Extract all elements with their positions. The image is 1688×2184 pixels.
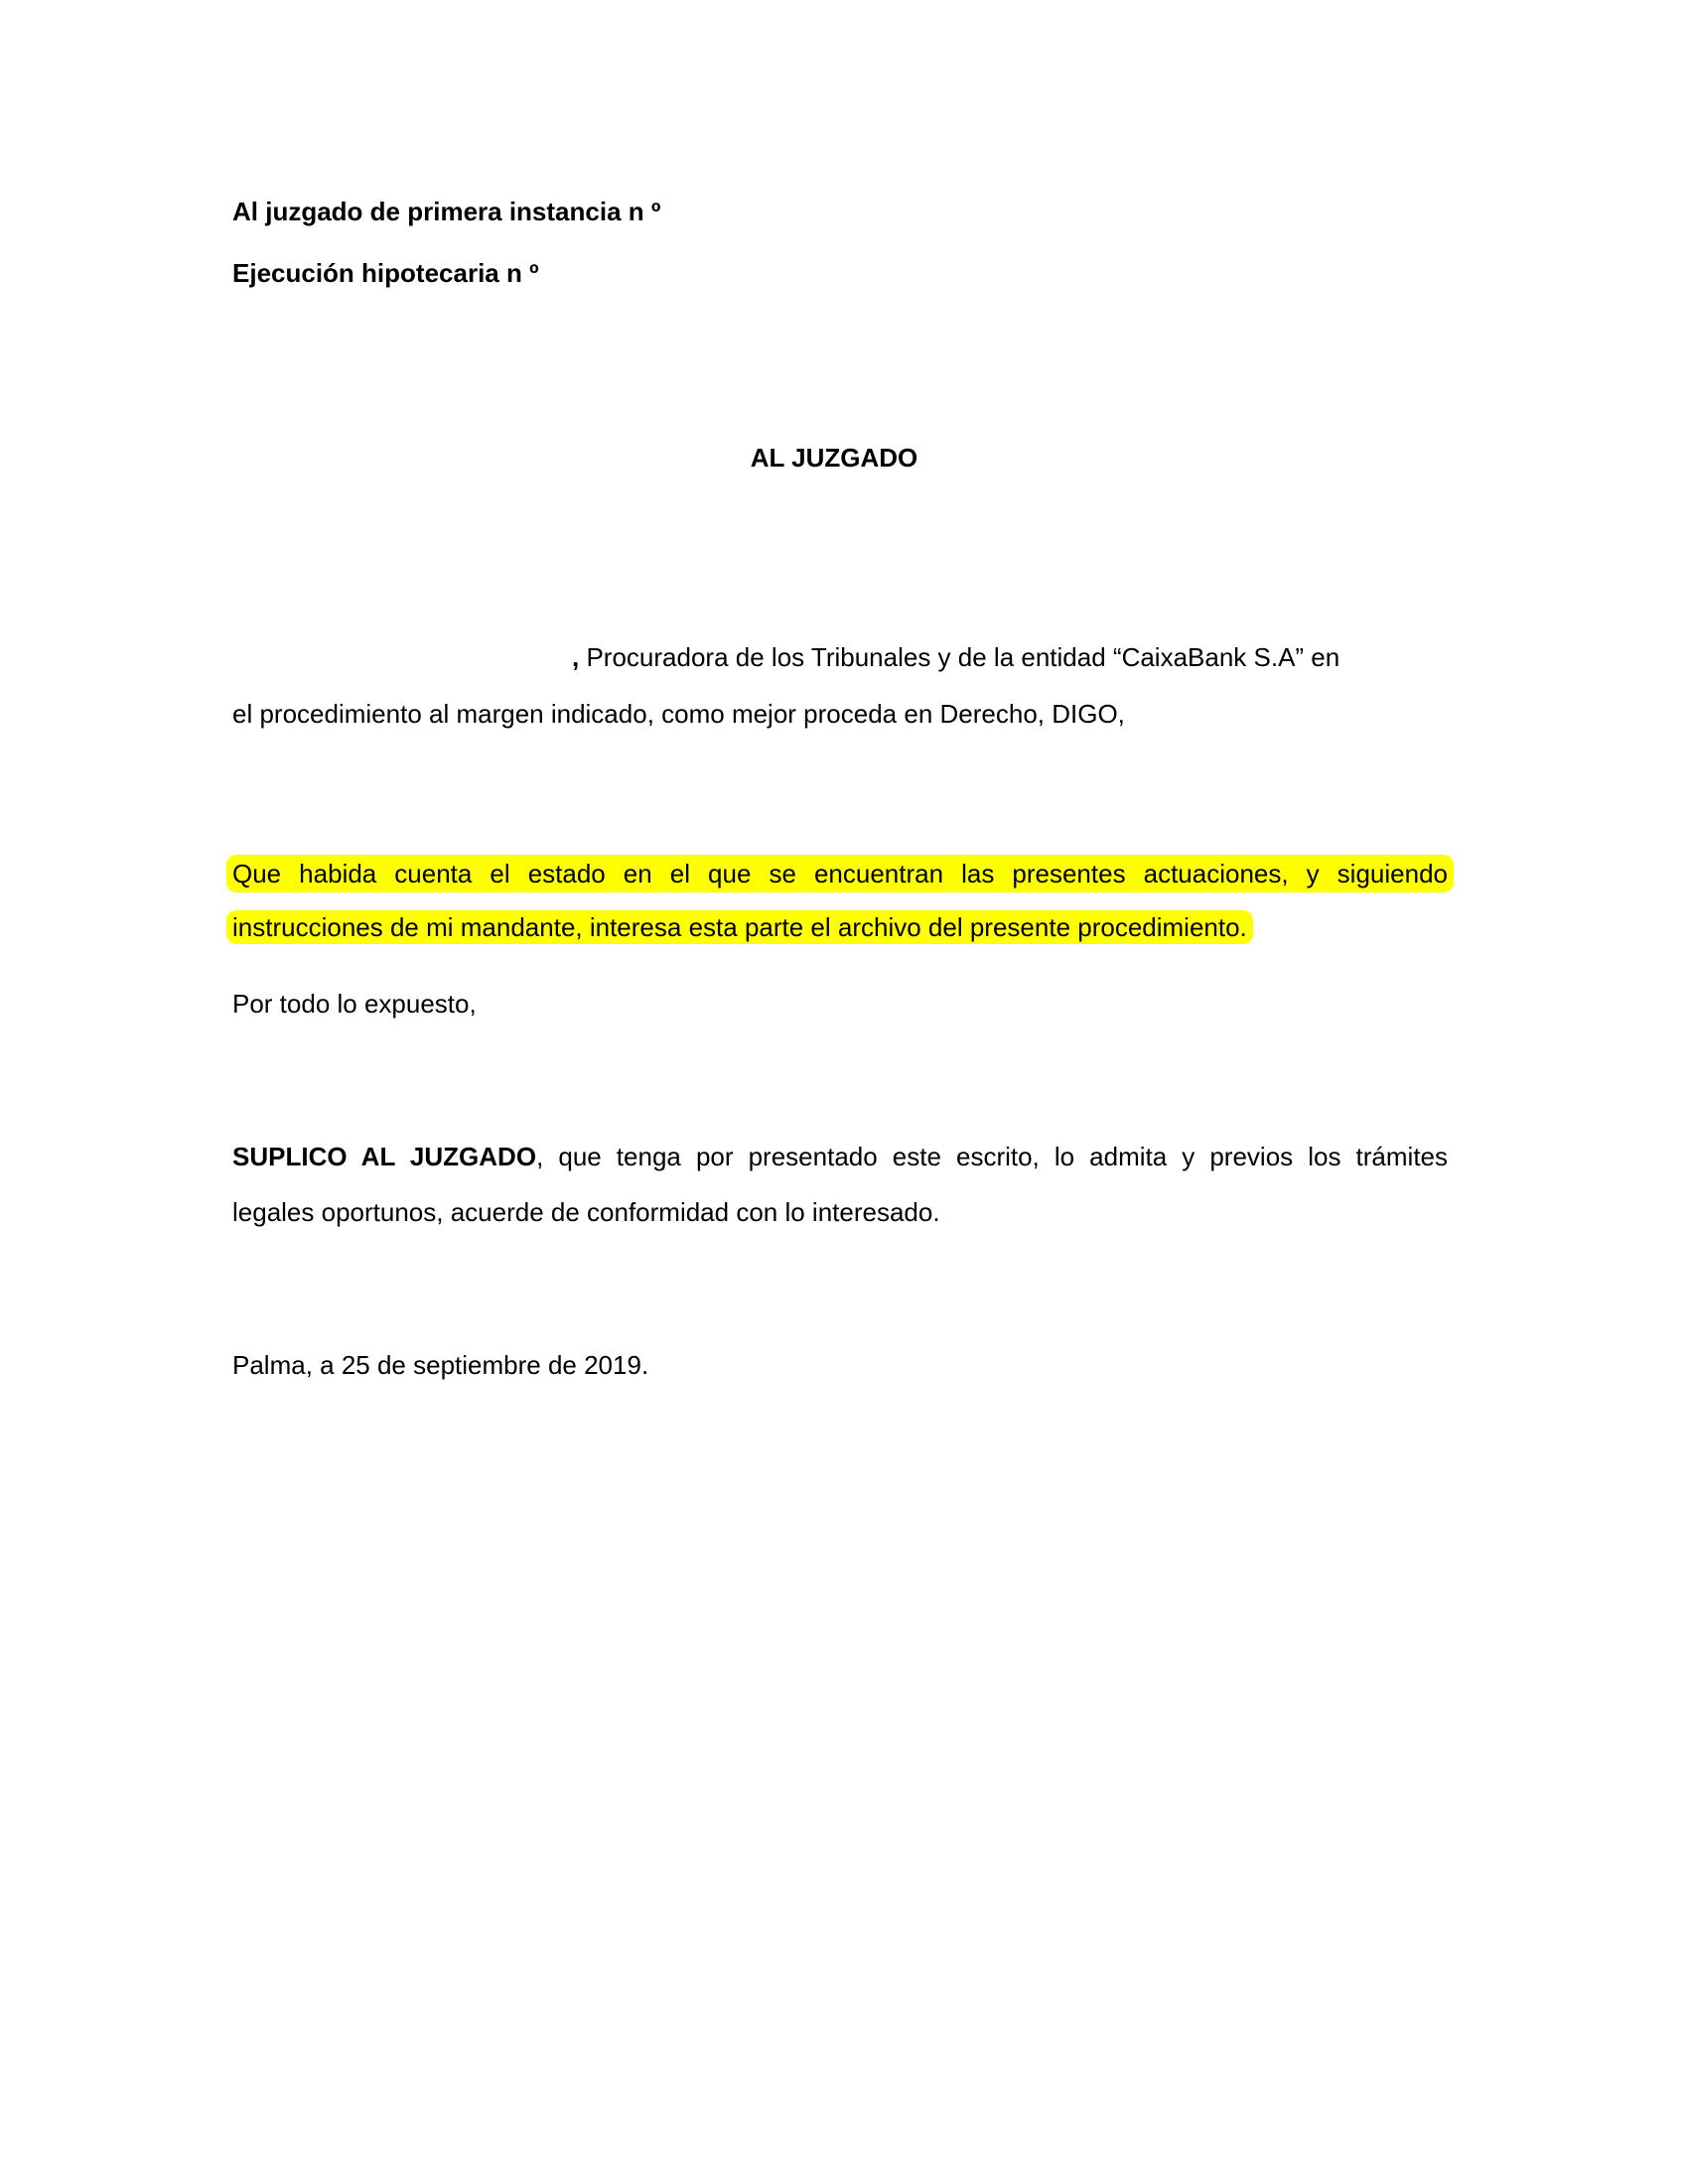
highlighted-line-2-text: instrucciones de mi mandante, interesa esta parte el archivo del presente procedimiento. bbox=[226, 910, 1253, 944]
plea-line-1-text: , que tenga por presentado este escrito, lo admita y previos los trámites bbox=[536, 1142, 1449, 1171]
document-heading: AL JUZGADO bbox=[750, 443, 918, 473]
intro-line-2: el procedimiento al margen indicado, como mejor proceda en Derecho, DIGO, bbox=[232, 699, 1125, 729]
date-line: Palma, a 25 de septiembre de 2019. bbox=[232, 1350, 649, 1380]
court-line: Al juzgado de primera instancia n º bbox=[232, 197, 661, 226]
highlighted-line-2 bbox=[232, 910, 1253, 944]
closing-intro: Por todo lo expuesto, bbox=[232, 989, 477, 1019]
plea-line-2: legales oportunos, acuerde de conformidad con lo interesado. bbox=[232, 1197, 940, 1227]
intro-line-1-text: Procuradora de los Tribunales y de la entidad “CaixaBank S.A” en bbox=[586, 642, 1340, 672]
name-comma: , bbox=[572, 642, 580, 672]
plea-lead: SUPLICO AL JUZGADO bbox=[232, 1142, 537, 1171]
highlighted-line-1 bbox=[232, 855, 1454, 892]
highlighted-line-1-text: Que habida cuenta el estado en el que se encuentran las presentes actuaciones, y siguiendo bbox=[226, 855, 1454, 892]
case-line: Ejecución hipotecaria n º bbox=[232, 258, 539, 288]
intro-line-1 bbox=[572, 640, 1339, 674]
plea-line-1 bbox=[232, 1140, 1448, 1173]
